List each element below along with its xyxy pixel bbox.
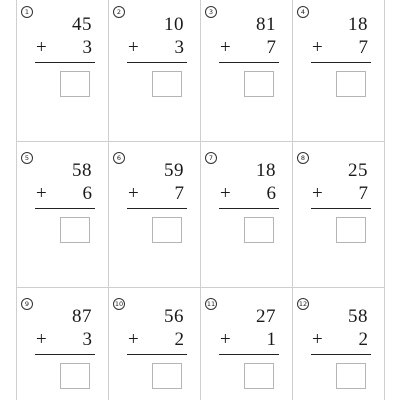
problem-number-badge: 2 bbox=[113, 6, 125, 18]
top-addend: 10 bbox=[164, 14, 184, 35]
top-addend: 81 bbox=[256, 14, 276, 35]
answer-box[interactable] bbox=[336, 217, 366, 243]
plus-sign: + bbox=[128, 329, 139, 350]
answer-box[interactable] bbox=[60, 363, 90, 389]
bottom-addend: 3 bbox=[82, 37, 92, 58]
plus-sign: + bbox=[128, 183, 139, 204]
problem-cell bbox=[17, 288, 109, 400]
problem-cell bbox=[201, 288, 293, 400]
answer-box[interactable] bbox=[244, 71, 274, 97]
plus-sign: + bbox=[220, 329, 231, 350]
answer-box[interactable] bbox=[152, 71, 182, 97]
bottom-addend: 7 bbox=[174, 183, 184, 204]
problem-number-badge: 3 bbox=[205, 6, 217, 18]
problem-number-badge: 12 bbox=[298, 300, 308, 308]
plus-sign: + bbox=[220, 37, 231, 58]
problem-cell bbox=[109, 142, 201, 288]
sum-line bbox=[35, 354, 95, 355]
answer-box[interactable] bbox=[244, 217, 274, 243]
top-addend: 18 bbox=[256, 160, 276, 181]
problem-number-badge: 5 bbox=[21, 152, 33, 164]
plus-sign: + bbox=[312, 183, 323, 204]
problem-cell bbox=[109, 288, 201, 400]
top-addend: 58 bbox=[348, 306, 368, 327]
bottom-addend: 6 bbox=[266, 183, 276, 204]
answer-box[interactable] bbox=[336, 71, 366, 97]
problem-cell bbox=[201, 142, 293, 288]
top-addend: 56 bbox=[164, 306, 184, 327]
sum-line bbox=[311, 354, 371, 355]
problem-number-badge: 7 bbox=[205, 152, 217, 164]
problem-number-badge: 6 bbox=[113, 152, 125, 164]
sum-line bbox=[127, 62, 187, 63]
answer-box[interactable] bbox=[60, 217, 90, 243]
answer-box[interactable] bbox=[152, 217, 182, 243]
problem-cell bbox=[293, 0, 385, 142]
answer-box[interactable] bbox=[60, 71, 90, 97]
problem-number-badge: 9 bbox=[21, 298, 33, 310]
sum-line bbox=[311, 62, 371, 63]
plus-sign: + bbox=[36, 329, 47, 350]
top-addend: 59 bbox=[164, 160, 184, 181]
sum-line bbox=[311, 208, 371, 209]
bottom-addend: 3 bbox=[174, 37, 184, 58]
top-addend: 45 bbox=[72, 14, 92, 35]
sum-line bbox=[219, 354, 279, 355]
sum-line bbox=[35, 208, 95, 209]
problem-number-badge: 11 bbox=[206, 300, 216, 308]
problem-grid bbox=[16, 0, 384, 400]
problem-cell bbox=[293, 142, 385, 288]
sum-line bbox=[35, 62, 95, 63]
problem-cell bbox=[17, 142, 109, 288]
bottom-addend: 2 bbox=[358, 329, 368, 350]
bottom-addend: 2 bbox=[174, 329, 184, 350]
problem-number-badge: 10 bbox=[114, 300, 124, 308]
top-addend: 25 bbox=[348, 160, 368, 181]
top-addend: 87 bbox=[72, 306, 92, 327]
problem-number-badge: 8 bbox=[297, 152, 309, 164]
bottom-addend: 6 bbox=[82, 183, 92, 204]
problem-cell bbox=[201, 0, 293, 142]
problem-cell bbox=[293, 288, 385, 400]
top-addend: 58 bbox=[72, 160, 92, 181]
problem-number-badge: 4 bbox=[297, 6, 309, 18]
plus-sign: + bbox=[36, 183, 47, 204]
bottom-addend: 3 bbox=[82, 329, 92, 350]
plus-sign: + bbox=[312, 37, 323, 58]
sum-line bbox=[219, 208, 279, 209]
plus-sign: + bbox=[312, 329, 323, 350]
plus-sign: + bbox=[220, 183, 231, 204]
problem-number-badge: 1 bbox=[21, 6, 33, 18]
answer-box[interactable] bbox=[152, 363, 182, 389]
plus-sign: + bbox=[36, 37, 47, 58]
sum-line bbox=[127, 354, 187, 355]
bottom-addend: 1 bbox=[266, 329, 276, 350]
top-addend: 18 bbox=[348, 14, 368, 35]
problem-cell bbox=[17, 0, 109, 142]
sum-line bbox=[127, 208, 187, 209]
bottom-addend: 7 bbox=[266, 37, 276, 58]
top-addend: 27 bbox=[256, 306, 276, 327]
bottom-addend: 7 bbox=[358, 183, 368, 204]
answer-box[interactable] bbox=[336, 363, 366, 389]
answer-box[interactable] bbox=[244, 363, 274, 389]
sum-line bbox=[219, 62, 279, 63]
problem-cell bbox=[109, 0, 201, 142]
bottom-addend: 7 bbox=[358, 37, 368, 58]
plus-sign: + bbox=[128, 37, 139, 58]
